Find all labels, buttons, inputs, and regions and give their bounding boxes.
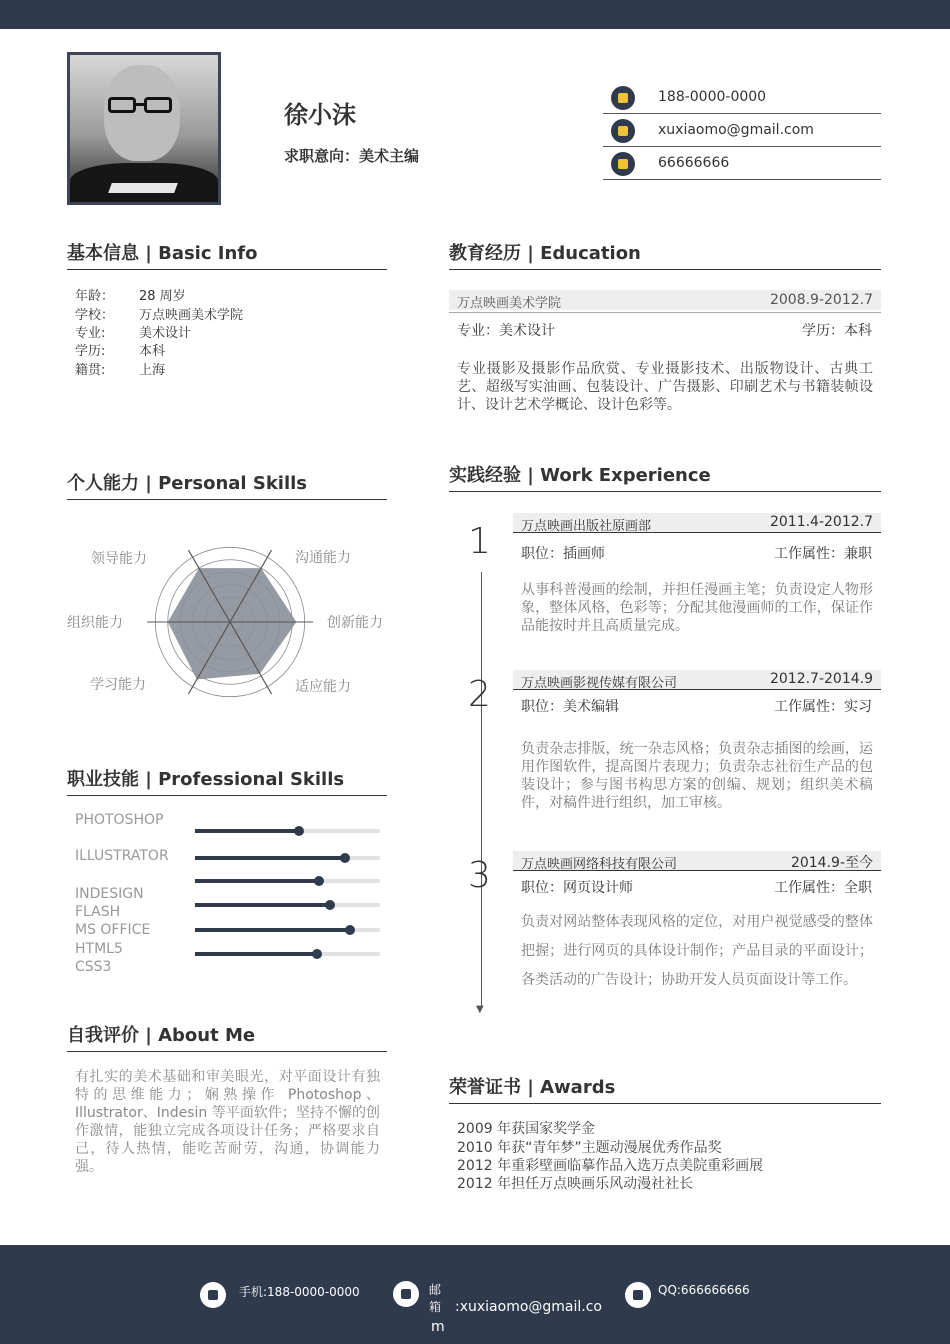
job-position: 职位：插画师 — [521, 546, 605, 562]
qq-icon — [611, 152, 635, 176]
radar-label-leadership: 领导能力 — [91, 551, 147, 567]
skill-bar-handle — [345, 925, 355, 935]
job-objective — [284, 145, 419, 166]
job-header-bar — [513, 851, 881, 871]
timeline-arrow-icon: ▼ — [476, 1004, 484, 1015]
job-number: 2 — [468, 674, 491, 715]
contact-qq-text: 66666666 — [658, 155, 730, 171]
radar-label-learning: 学习能力 — [90, 677, 146, 693]
skill-bar-fill — [195, 879, 319, 883]
info-age: 年龄： 28 周岁 — [75, 289, 186, 304]
info-degree: 学历: 本科 — [75, 344, 166, 359]
contact-phone — [603, 81, 881, 114]
work-title: 实践经验 | Work Experience — [449, 461, 881, 492]
footer-email-label: 邮箱 — [429, 1283, 442, 1314]
skill-label: ILLUSTRATOR — [75, 848, 169, 864]
skill-bar-fill — [195, 928, 350, 932]
education-major: 专业：美术设计 — [457, 323, 555, 339]
radar-label-communication: 沟通能力 — [295, 550, 351, 566]
objective-value: 美术主编 — [359, 147, 420, 165]
about-title: 自我评价 | About Me — [67, 1021, 387, 1052]
footer-mail-icon — [393, 1281, 419, 1307]
skill-label: PHOTOSHOP — [75, 812, 164, 828]
skill-bar-fill — [195, 903, 330, 907]
phone-icon — [611, 86, 635, 110]
skill-label: HTML5 — [75, 941, 123, 957]
job-company: 万点映画网络科技有限公司 — [521, 857, 678, 872]
radar-label-adaptability: 适应能力 — [295, 679, 351, 695]
award-item: 2012 年重彩壁画临摹作品入选万点美院重彩画展 — [457, 1158, 764, 1174]
job-description: 负责杂志排版，统一杂志风格；负责杂志插图的绘画，运用作图软件，提高图片表现力；负责杂志社衍生产品的包装设计；参与图书构思方案的创编、规划；组织美术稿件，对稿件进行组织，加工审核。 — [521, 741, 873, 811]
education-degree: 学历：本科 — [802, 323, 872, 339]
job-description: 从事科普漫画的绘制，并担任漫画主笔；负责设定人物形象，整体风格，色彩等；分配其他漫画师的工作，保证作品能按时并且高质量完成。 — [521, 582, 873, 634]
about-text: 有扎实的美术基础和审美眼光，对平面设计有独特的思维能力；娴熟操作 Photoshop、Illustrator、Indesin 等平面软件；坚持不懈的创作激情，能独立完成各项设计任务；严格要求自己，待人热情，能吃苦耐劳，沟通，协调能力强。 — [75, 1069, 380, 1175]
info-major: 专业: 美术设计 — [75, 326, 192, 341]
candidate-name: 徐小沫 — [284, 101, 356, 129]
education-school: 万点映画美术学院 — [457, 296, 562, 311]
footer-email-value: :xuxiaomo@gmail.co — [455, 1299, 602, 1315]
skill-bar-handle — [325, 900, 335, 910]
contact-email-text: xuxiaomo@gmail.com — [658, 122, 814, 138]
skills-radar-chart — [60, 535, 400, 715]
profile-photo — [67, 52, 221, 205]
skill-bar-fill — [195, 856, 345, 860]
footer-phone: 手机:188-0000-0000 — [239, 1285, 360, 1299]
job-period: 2011.4-2012.7 — [769, 514, 873, 530]
info-school: 学校： 万点映画美术学院 — [75, 308, 244, 323]
contact-qq — [603, 147, 881, 180]
job-company: 万点映画影视传媒有限公司 — [521, 676, 678, 691]
skill-bar-track — [195, 879, 380, 883]
basic-info-title: 基本信息 | Basic Info — [67, 239, 387, 270]
job-number: 1 — [468, 521, 491, 562]
timeline-line — [481, 572, 482, 1007]
footer-bar — [0, 1245, 950, 1344]
skill-label: FLASH — [75, 904, 121, 920]
job-header-bar — [513, 670, 881, 690]
job-company: 万点映画出版社原画部 — [521, 519, 652, 534]
job-position: 职位：美术编辑 — [521, 699, 619, 715]
skill-bar-track — [195, 829, 380, 833]
education-title: 教育经历 | Education — [449, 239, 881, 270]
award-item: 2009 年获国家奖学金 — [457, 1121, 596, 1137]
skill-label: CSS3 — [75, 959, 112, 975]
skill-bar-fill — [195, 952, 317, 956]
skill-bar-track — [195, 928, 380, 932]
professional-skills-title: 职业技能 | Professional Skills — [67, 765, 387, 796]
footer-email-tail: m — [431, 1319, 445, 1335]
skill-bar-handle — [294, 826, 304, 836]
job-type: 工作属性：实习 — [774, 699, 872, 715]
job-period: 2014.9-至今 — [790, 855, 873, 871]
award-item: 2012 年担任万点映画乐风动漫社社长 — [457, 1176, 694, 1192]
skill-label: MS OFFICE — [75, 922, 151, 938]
top-bar — [0, 0, 950, 29]
skill-bar-handle — [314, 876, 324, 886]
job-position: 职位：网页设计师 — [521, 880, 633, 896]
job-type: 工作属性：全职 — [774, 880, 872, 896]
info-hometown: 籍贯: 上海 — [75, 363, 166, 378]
skill-bar-handle — [340, 853, 350, 863]
mail-icon — [611, 119, 635, 143]
education-header-bar — [449, 290, 881, 310]
job-description: 负责对网站整体表现风格的定位，对用户视觉感受的整体把握；进行网页的具体设计制作；产品目录的平面设计；各类活动的广告设计；协助开发人员页面设计等工作。 — [521, 914, 873, 988]
footer-qq-icon — [625, 1282, 651, 1308]
job-period: 2012.7-2014.9 — [769, 671, 873, 687]
objective-label: 求职意向： — [284, 147, 360, 165]
skill-label: INDESIGN — [75, 886, 144, 902]
education-description: 专业摄影及摄影作品欣赏、专业摄影技术、出版物设计、古典工艺、超级写实油画、包装设计、广告摄影、印刷艺术与书籍装帧设计、设计艺术学概论、设计色彩等。 — [457, 361, 873, 413]
radar-label-innovation: 创新能力 — [327, 615, 383, 631]
education-period: 2008.9-2012.7 — [769, 292, 873, 308]
footer-phone-icon — [200, 1282, 226, 1308]
footer-qq: QQ:666666666 — [658, 1283, 750, 1297]
job-type: 工作属性：兼职 — [774, 546, 872, 562]
skill-bar-fill — [195, 829, 299, 833]
contact-phone-text: 188-0000-0000 — [658, 89, 767, 105]
contact-email — [603, 114, 881, 147]
personal-skills-title: 个人能力 | Personal Skills — [67, 469, 387, 500]
skill-bar-track — [195, 903, 380, 907]
skill-bar-track — [195, 952, 380, 956]
awards-title: 荣誉证书 | Awards — [449, 1073, 881, 1104]
job-header-bar — [513, 513, 881, 533]
skill-bar-track — [195, 856, 380, 860]
job-number: 3 — [468, 855, 491, 896]
skill-bar-handle — [312, 949, 322, 959]
award-item: 2010 年获“青年梦”主题动漫展优秀作品奖 — [457, 1140, 722, 1156]
radar-label-organization: 组织能力 — [67, 615, 123, 631]
education-divider — [449, 312, 881, 313]
